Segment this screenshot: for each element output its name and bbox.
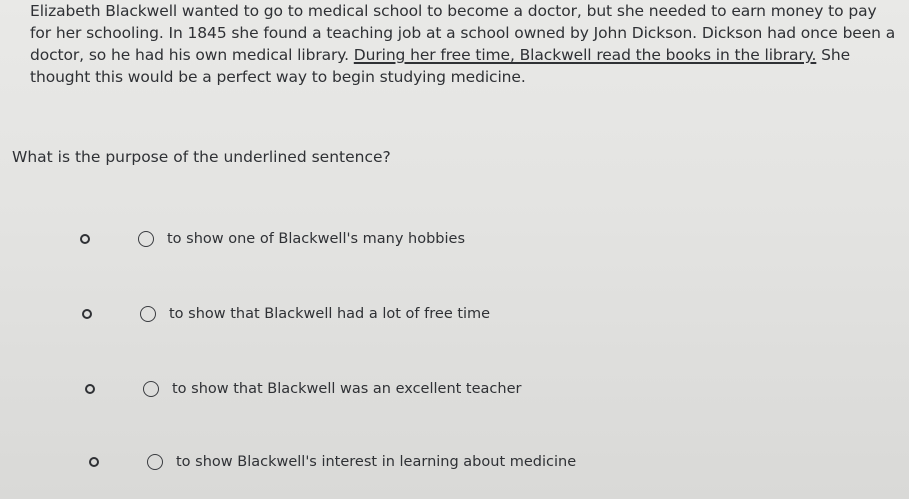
answer-option-label: to show that Blackwell had a lot of free time [169, 306, 491, 322]
underlined-sentence: During her free time, Blackwell read the books in the library. [353, 46, 817, 64]
radio-button[interactable] [138, 231, 154, 247]
answer-option-1[interactable] [138, 231, 465, 247]
answer-option-2[interactable] [140, 306, 490, 322]
answer-option-label: to show one of Blackwell's many hobbies [167, 231, 466, 247]
answer-option-3[interactable] [143, 381, 521, 397]
radio-button[interactable] [143, 381, 159, 397]
question-prompt: What is the purpose of the underlined sentence? [12, 148, 391, 166]
radio-button[interactable] [147, 454, 163, 470]
answer-option-label: to show Blackwell's interest in learning about medicine [176, 454, 577, 470]
bullet-icon [85, 384, 95, 394]
passage-text: Elizabeth Blackwell wanted to go to medical school to become a doctor, but she needed to earn money to pay for her schooling. In 1845 she found a teaching job at a school owned by John Dickson. Dickson had once been a doctor, so he had his own medical library. [30, 2, 896, 64]
bullet-icon [80, 234, 90, 244]
answer-option-4[interactable] [147, 454, 576, 470]
bullet-icon [89, 457, 99, 467]
answer-option-label: to show that Blackwell was an excellent teacher [172, 381, 522, 397]
reading-passage [30, 0, 900, 88]
passage-text-end: She thought this would be a perfect way to begin studying medicine. [30, 46, 851, 86]
radio-button[interactable] [140, 306, 156, 322]
bullet-icon [82, 309, 92, 319]
